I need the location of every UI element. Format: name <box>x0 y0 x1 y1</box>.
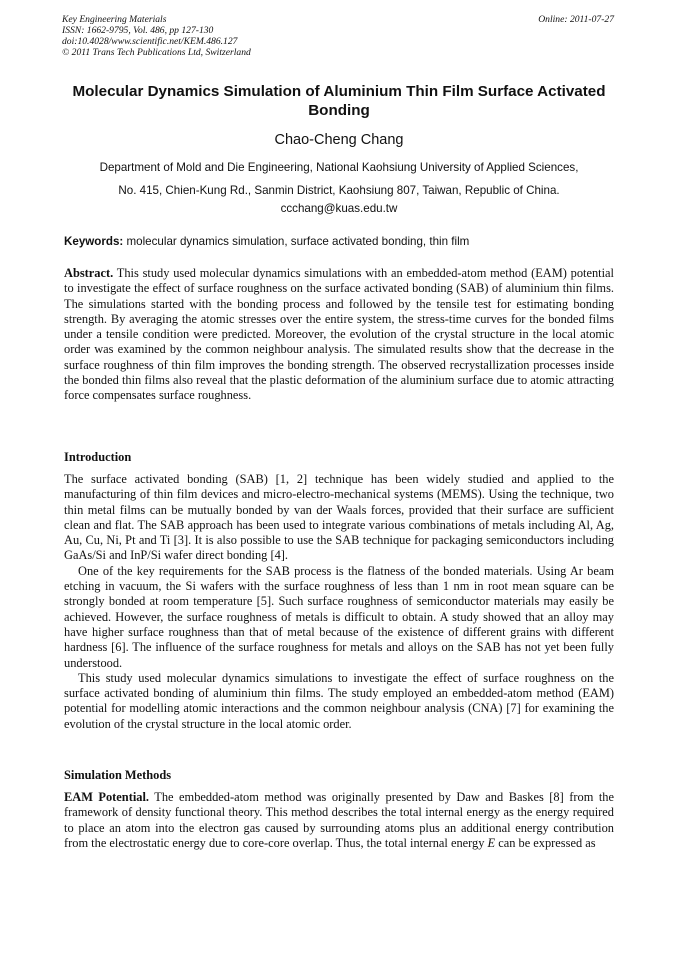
keywords-label: Keywords: <box>64 235 124 248</box>
introduction-body <box>64 472 614 732</box>
abstract-text: This study used molecular dynamics simulations with an embedded-atom method (EAM) potential to investigate the effect of surface roughness on the surface activated bonding (SAB) of aluminium thin films. The simulations started with the bonding process and followed by the tensile test for estimating bonding strength. By averaging the atomic stresses over the entire system, the stress-time curves for the bonded films under a tensile condition were predicted. Moreover, the evolution of the crystal structure in the local atomic order was examined by the common neighbour analysis. The simulated results show that the decrease in the surface roughness of thin film improves the bonding strength. The observed recrystallization processes inside the bonded thin films also reveal that the plastic deformation of the aluminium surface due to atomic attracting force compensates surface roughness. <box>64 266 614 403</box>
affiliation-line-1: Department of Mold and Die Engineering, National Kaohsiung University of Applied Sciences, <box>99 161 579 174</box>
abstract <box>64 266 614 404</box>
intro-heading: Introduction <box>64 450 132 464</box>
intro-paragraph-1: The surface activated bonding (SAB) [1, 2] technique has been widely studied and applied to the manufacturing of thin film devices and micro-electro-mechanical systems (MEMS). Using the technique, two thin metal films can be mutually bonded by van der Waals forces, provided that their surface are sufficient clean and flat. The SAB approach has been used to integrate various combinations of metals including Al, Ag, Au, Cu, Ni, Pt and Ti [3]. It is also possible to use the SAB technique for packaging semiconductors including GaAs/Si and InP/Si wafer direct bonding [4]. <box>64 472 614 563</box>
journal-name: Key Engineering Materials <box>62 14 167 25</box>
affiliation-line-2: No. 415, Chien-Kung Rd., Sanmin District, Kaohsiung 807, Taiwan, Republic of China. <box>118 184 560 197</box>
journal-copyright: © 2011 Trans Tech Publications Ltd, Switzerland <box>62 47 251 58</box>
methods-heading: Simulation Methods <box>64 768 172 782</box>
eam-label: EAM Potential. <box>64 790 149 804</box>
author-email: ccchang@kuas.edu.tw <box>280 202 398 215</box>
eam-paragraph <box>64 790 614 851</box>
intro-paragraph-3: This study used molecular dynamics simulations to investigate the effect of surface roughness on the surface activated bonding of aluminium thin films. The study employed an embedded-atom method (EAM) potential for modelling atomic interactions and the common neighbour analysis (CNA) [7] for examining the evolution of the crystal structure in the local atomic order. <box>64 670 614 731</box>
keywords <box>64 235 624 248</box>
intro-paragraph-2: One of the key requirements for the SAB process is the flatness of the bonded materials. Using Ar beam etching in vacuum, the Si wafers with the surface roughness of less than 1 nm in root mean square can be strongly bonded at room temperature [5]. Such surface roughness of semiconductor materials may easily be achieved. However, the surface roughness of metals is difficult to obtain. A study showed that an alloy may have higher surface roughness than that of metal because of the existence of different grains with different hardness [6]. The influence of the surface roughness for metals and alloys on the SAB has not yet been fully understood. <box>64 563 614 670</box>
online-date: Online: 2011-07-27 <box>538 14 614 25</box>
affiliation <box>60 156 618 202</box>
journal-doi: doi:10.4028/www.scientific.net/KEM.486.127 <box>62 36 238 47</box>
abstract-label: Abstract. <box>64 266 114 280</box>
journal-issn: ISSN: 1662-9795, Vol. 486, pp 127-130 <box>62 25 214 36</box>
keywords-text: molecular dynamics simulation, surface activated bonding, thin film <box>123 235 470 248</box>
eam-text: The embedded-atom method was originally presented by Daw and Baskes [8] from the framework of density functional theory. This method describes the total internal energy as the energy required to place an atom into the electron gas caused by surrounding atoms plus an additional energy contribution from the electrostatic energy due to core-core overlap. Thus, the total internal energy <box>64 790 614 850</box>
paper-title: Molecular Dynamics Simulation of Aluminium Thin Film Surface Activated Bonding <box>72 83 606 119</box>
eam-tail: can be expressed as <box>495 835 596 850</box>
journal-header <box>62 14 251 58</box>
author-name: Chao-Cheng Chang <box>274 132 404 148</box>
energy-symbol: E <box>487 835 496 850</box>
